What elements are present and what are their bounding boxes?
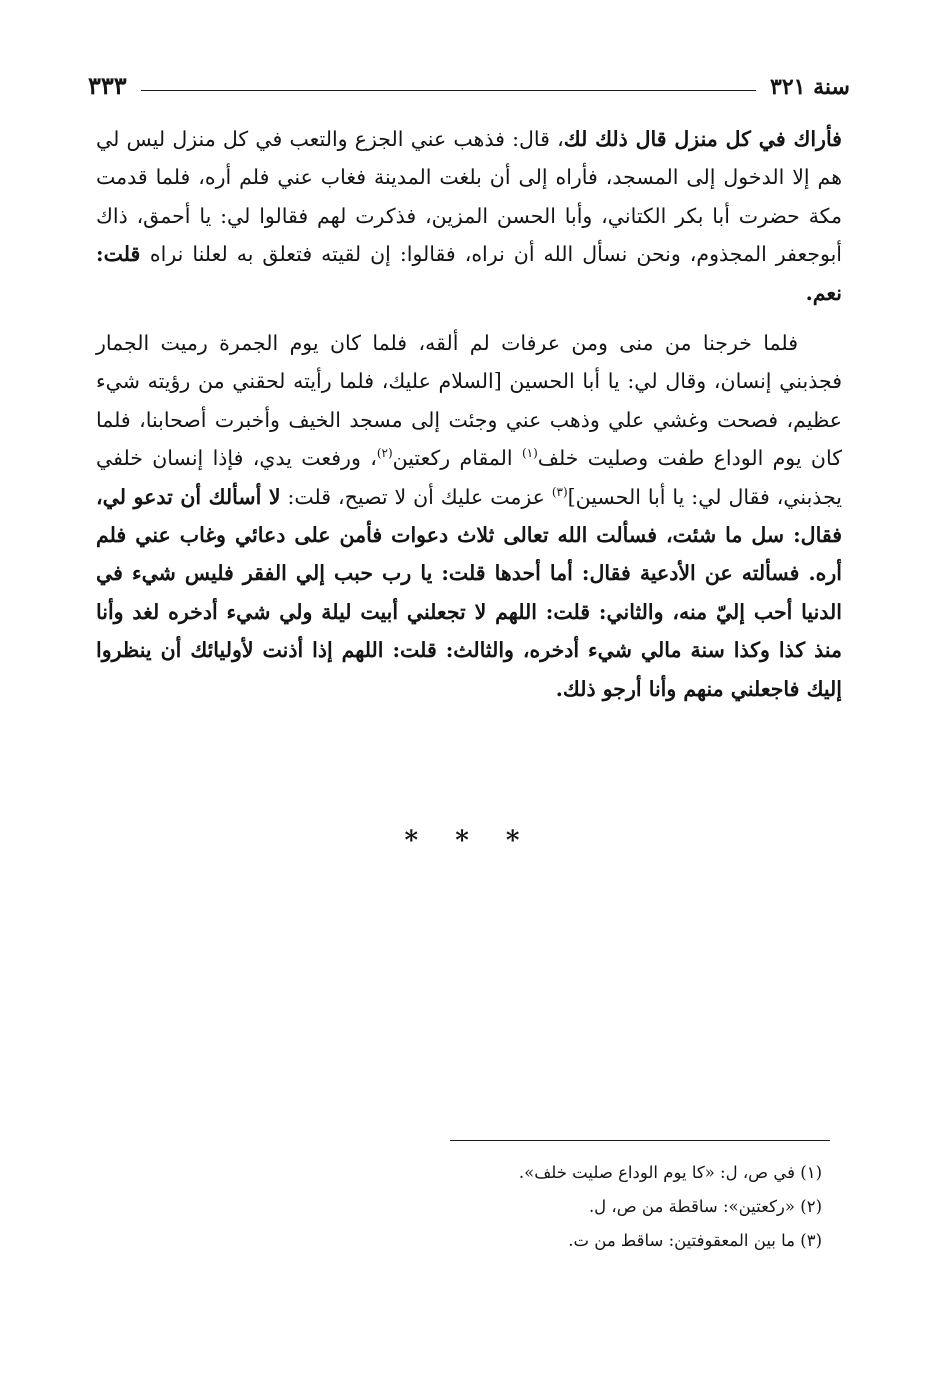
paragraph-2-text-e: ، قلت: [280,484,345,509]
paragraph-2-text-f: لا أسألك أن تدعو لي، فقال: سل ما شئت، فسألت الله تعالى ثلاث دعوات فأمن على دعائي وغاب عني فلم أره. فسألته عن الأدعية فقال: أما أحدها قلت: يا رب حبب إلي الفقر فليس شيء في الدنيا أحب إليّ منه، والثاني: قلت: اللهم لا تجعلني أبيت ليلة ولي شيء أدخره لغد وأنا منذ كذا وكذا سنة مالي شيء أدخره، والثالث: قلت: اللهم إذا أذنت لأوليائك أن ينظروا إليك فاجعلني منهم وأنا أرجو ذلك. [96,484,842,701]
paragraph-2-text-b: المقام ركعتين [392,446,522,471]
main-text [96,120,842,708]
paragraph-1 [96,120,842,312]
paragraph-2-text-a: فلما خرجنا من منى ومن عرفات لم ألقه، فلما كان يوم الجمرة رميت الجمار فجذبني إنسان، وقال لي: يا أبا الحسين [السلام عليك، فلما رأيته لحقني من رؤيته شيء عظيم، فصحت وغشي علي وذهب عني وجئت إلى مسجد الخيف وأخبرت أصحابنا، فلما كان يوم الوداع طفت وصليت خلف [96,331,842,471]
footnote-ref-2[interactable]: (٢) [376,446,393,461]
footnotes [96,1156,822,1258]
header-rule [141,90,756,91]
footnote-1: (١) في ص، ل: «كا يوم الوداع صليت خلف». [518,1163,822,1182]
page-header [88,60,850,100]
footnote-2: (٢) «ركعتين»: ساقطة من ص، ل. [588,1197,822,1216]
running-head-year: سنة ٣٢١ [770,74,850,100]
footnote-3: (٣) ما بين المعقوفتين: ساقط من ت. [568,1231,822,1250]
paragraph-1-lead: فأراك في كل منزل قال ذلك لك [563,127,842,151]
page-number: ٣٣٣ [88,71,127,100]
paragraph-2-text-c: ، ورفعت يدي، فإذا إنسان خلفي يجذبني، فقال لي: يا أبا الحسين] [96,446,843,509]
footnote-ref-1[interactable]: (١) [521,446,538,461]
paragraph-1-text: ، قال: فذهب عني الجزع والتعب في كل منزل ليس لي هم إلا الدخول إلى المسجد، فأراه إلى أن بلغت المدينة فغاب عني فلم أره، فلما قدمت مكة حضرت أبا بكر الكتاني، وأبا الحسن المزين، فذكرت لهم فقالوا لي: يا أحمق، ذاك أبوجعفر المجذوم، ونحن نسأل الله أن نراه، فقالوا: إن لقيته فتعلق به لعلنا نراه [96,127,843,267]
section-separator: * * * [404,826,534,856]
footnote-rule [450,1140,830,1141]
paragraph-2-text-d: عزمت عليك أن لا تصيح [344,484,552,509]
paragraph-2 [96,324,842,708]
paragraph-1-end: قلت: نعم. [96,242,842,305]
footnote-ref-3[interactable]: (٣) [551,484,568,499]
